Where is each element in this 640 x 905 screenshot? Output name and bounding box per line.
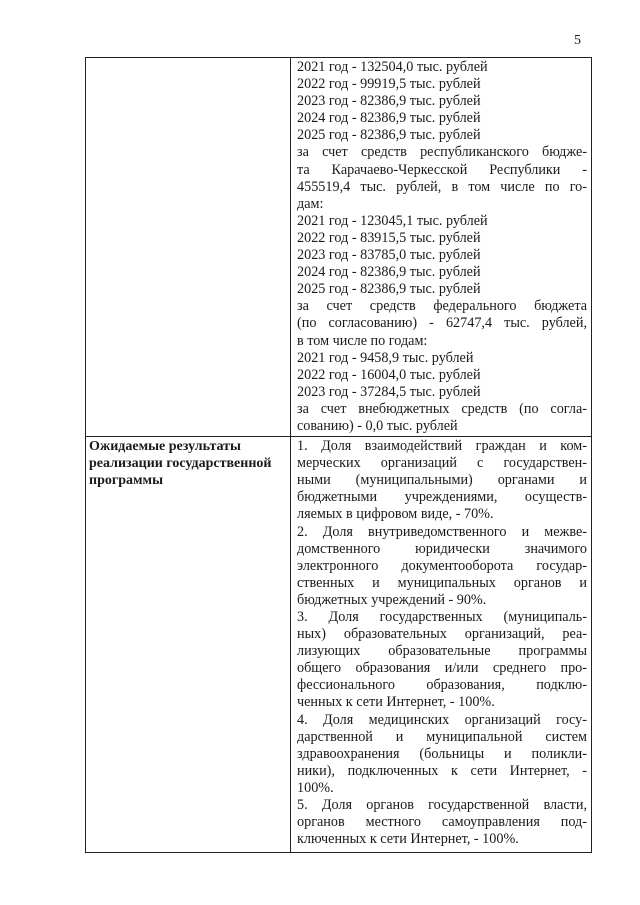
funding-line: 2024 год - 82386,9 тыс. рублей [297,264,481,281]
results-label-line: программы [89,473,163,489]
result-line: ченных к сети Интернет, - 100%. [297,694,495,711]
result-line: электронного документооборота государ- [297,557,587,574]
result-line: ных) образовательных организаций, реа- [297,626,587,643]
funding-line: 2021 год - 123045,1 тыс. рублей [297,212,488,229]
funding-line: 2022 год - 99919,5 тыс. рублей [297,76,481,93]
result-line: 1. Доля взаимодействий граждан и ком- [297,438,587,455]
result-line: 3. Доля государственных (муниципаль- [297,609,587,625]
funding-row [86,58,592,437]
funding-line: (по согласованию) - 62747,4 тыс. рублей, [297,315,587,332]
result-line: общего образования и/или среднего про- [297,660,587,677]
result-line: ственных и муниципальных органов и [297,574,587,591]
funding-line: 2023 год - 37284,5 тыс. рублей [297,383,481,400]
page-number: 5 [574,33,581,48]
funding-label-cell [86,58,291,437]
funding-line: в том числе по годам: [297,332,428,349]
result-line: мерческих организаций с государствен- [297,455,587,472]
results-label-cell [86,437,291,853]
funding-value-cell [291,58,592,437]
result-line: лизующих образовательные программы [297,643,587,660]
result-line: 5. Доля органов государственной власти, [297,797,587,814]
result-line: 2. Доля внутриведомственного и межве- [297,523,587,540]
funding-line: 2021 год - 9458,9 тыс. рублей [297,349,474,366]
funding-line: 2025 год - 82386,9 тыс. рублей [297,281,481,298]
result-line: 100%. [297,779,334,796]
result-line: ляемых в цифровом виде, - 70%. [297,506,494,523]
funding-line: за счет внебюджетных средств (по согла- [297,400,587,417]
program-passport-table [85,57,592,853]
funding-line: 2023 год - 82386,9 тыс. рублей [297,93,481,110]
result-line: бюджетными учреждениями, осуществ- [297,489,587,506]
funding-line: 2021 год - 132504,0 тыс. рублей [297,59,488,75]
funding-line: 2025 год - 82386,9 тыс. рублей [297,127,481,144]
result-line: органов местного самоуправления под- [297,814,587,831]
result-line: дарственной и муниципальной систем [297,728,587,745]
result-line: ники), подключенных к сети Интернет, - [297,762,587,779]
funding-line: сованию) - 0,0 тыс. рублей [297,417,458,434]
funding-line: за счет средств республиканского бюдже- [297,144,587,161]
result-line: ными (муниципальными) органами и [297,472,587,489]
results-value-cell [291,437,592,853]
result-line: здравоохранения (больницы и поликли- [297,745,587,762]
results-label-line: Ожидаемые результаты [89,439,241,455]
funding-line: 455519,4 тыс. рублей, в том числе по го- [297,178,587,195]
funding-line: та Карачаево-Черкесской Республики - [297,161,587,178]
results-label-line: реализации государственной [89,456,272,472]
funding-line: 2023 год - 83785,0 тыс. рублей [297,247,481,264]
result-line: бюджетных учреждений - 90%. [297,591,487,608]
funding-line: за счет средств федерального бюджета [297,298,587,315]
result-line: фессионального образования, подклю- [297,677,587,694]
funding-line: 2024 год - 82386,9 тыс. рублей [297,110,481,127]
funding-line: 2022 год - 83915,5 тыс. рублей [297,229,481,246]
results-row [86,437,592,853]
result-line: домственного юридически значимого [297,540,587,557]
result-line: ключенных к сети Интернет, - 100%. [297,831,519,848]
funding-line: дам: [297,195,324,212]
funding-line: 2022 год - 16004,0 тыс. рублей [297,366,481,383]
result-line: 4. Доля медицинских организаций госу- [297,711,587,728]
